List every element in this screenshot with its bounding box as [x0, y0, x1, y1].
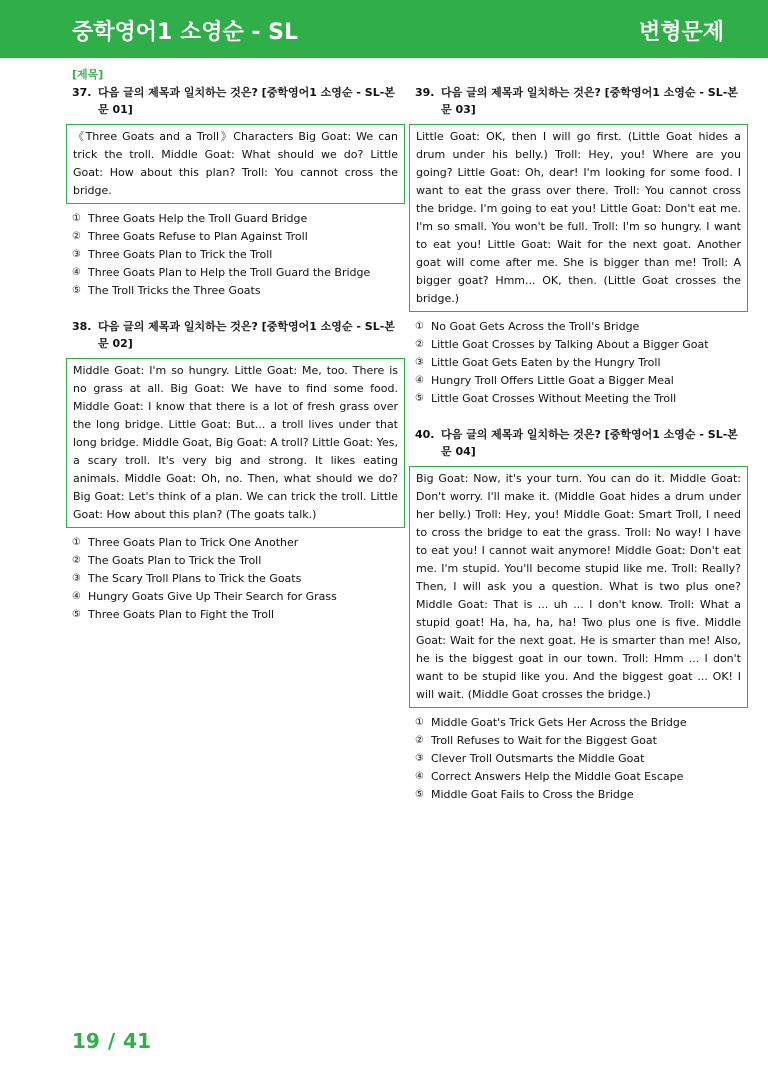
question-40 [415, 426, 748, 804]
header-section-label: 변형문제 [638, 20, 724, 45]
option-text: Little Goat Crosses Without Meeting the Troll [431, 392, 677, 405]
question-number: 37. [72, 86, 92, 99]
option-text: Three Goats Plan to Trick the Troll [88, 248, 273, 261]
option-text: Correct Answers Help the Middle Goat Escape [431, 770, 684, 783]
question-header [415, 84, 748, 118]
answer-option[interactable] [415, 714, 748, 732]
page-number [72, 1029, 151, 1053]
answer-options [415, 318, 748, 408]
option-text: Three Goats Help the Troll Guard Bridge [88, 212, 308, 225]
option-text: Little Goat Gets Eaten by the Hungry Troll [431, 356, 661, 369]
answer-option[interactable] [415, 732, 748, 750]
option-marker: ③ [72, 573, 81, 584]
option-marker: ② [415, 735, 424, 746]
option-marker: ② [415, 339, 424, 350]
option-text: Troll Refuses to Wait for the Biggest Goat [431, 734, 657, 747]
option-text: The Troll Tricks the Three Goats [88, 284, 261, 297]
option-marker: ① [72, 213, 81, 224]
passage-box: Little Goat: OK, then I will go first. (Little Goat hides a drum under his belly.) Troll: Hey, you! Where are you going? Little Goat: Oh, dear! I'm looking for some food. I want to eat the grass over there. Troll: You cannot cross the bridge. I'm going to eat you! Little Goat: Don't eat me. I'm so small. You won't be full. Troll: I'm so hungry. I want to eat you! Little Goat: Wait for the next goat. Another goat will come after me. She is bigger than me! Troll: A bigger goat? Hmm... OK, then. (Little Goat crosses the bridge.) [409, 124, 748, 312]
option-text: Three Goats Plan to Help the Troll Guard the Bridge [88, 266, 371, 279]
question-header [415, 426, 748, 460]
answer-option[interactable] [415, 786, 748, 804]
question-prompt: 다음 글의 제목과 일치하는 것은? [중학영어1 소영순 - SL-본문 04] [441, 428, 738, 458]
answer-option[interactable] [72, 552, 405, 570]
option-text: Three Goats Refuse to Plan Against Troll [88, 230, 308, 243]
option-marker: ④ [72, 591, 81, 602]
answer-option[interactable] [72, 282, 405, 300]
answer-option[interactable] [415, 768, 748, 786]
question-number: 39. [415, 86, 435, 99]
answer-option[interactable] [415, 354, 748, 372]
answer-option[interactable] [72, 588, 405, 606]
answer-option[interactable] [72, 264, 405, 282]
option-text: Little Goat Crosses by Talking About a Bigger Goat [431, 338, 709, 351]
passage-box: Middle Goat: I'm so hungry. Little Goat: Me, too. There is no grass at all. Big Goat: We have to find some food. Middle Goat: I know that there is a lot of fresh grass over the long bridge. Little Goat: But... a troll lives under that long bridge. Middle Goat, Big Goat: A troll? Little Goat: Yes, a scary troll. It's very big and strong. It likes eating animals. Middle Goat: Oh, no. Then, what should we do? Big Goat: Let's think of a plan. We can trick the troll. Little Goat: How about this plan? (The goats talk.) [66, 358, 405, 528]
passage-box: Big Goat: Now, it's your turn. You can do it. Middle Goat: Don't worry. I'll make it. (Middle Goat hides a drum under her belly.) Troll: Hey, you! Middle Goat: Smart Troll, I need to cross the bridge to eat the grass. Troll: No way! I have to eat you! I cannot wait anymore! Middle Goat: Don't eat me. I'm stupid. You'll become stupid like me. Troll: Really? Then, I will ask you a question. What is two plus one? Middle Goat: That is ... uh ... I don't know. Troll: What a stupid goat! Ha, ha, ha, ha! Two plus one is five. Middle Goat: Wait for the next goat. He is smarter than me! Also, he is the biggest goat in our town. Troll: Hmm ... I don't want to be stupid like you. And the biggest goat ... OK! I will wait. (Middle Goat crosses the bridge.) [409, 466, 748, 708]
option-marker: ④ [72, 267, 81, 278]
answer-options [72, 534, 405, 624]
answer-option[interactable] [72, 228, 405, 246]
page-separator: / [107, 1029, 116, 1053]
option-marker: ⑤ [72, 285, 81, 296]
option-text: The Goats Plan to Trick the Troll [88, 554, 262, 567]
option-marker: ⑤ [415, 393, 424, 404]
total-pages: 41 [123, 1029, 151, 1053]
answer-option[interactable] [415, 336, 748, 354]
left-column [72, 66, 405, 642]
section-tag-spacer [415, 66, 748, 80]
option-marker: ④ [415, 375, 424, 386]
option-marker: ⑤ [415, 789, 424, 800]
question-38 [72, 318, 405, 624]
option-marker: ③ [415, 753, 424, 764]
answer-option[interactable] [72, 534, 405, 552]
section-tag: [제목] [72, 68, 104, 81]
option-marker: ② [72, 555, 81, 566]
passage-box: 《Three Goats and a Troll》Characters Big Goat: We can trick the troll. Middle Goat: What should we do? Little Goat: How about this plan? Troll: You cannot cross the bridge. [66, 124, 405, 204]
option-marker: ② [72, 231, 81, 242]
answer-option[interactable] [415, 750, 748, 768]
header-title: 중학영어1 소영순 - SL [72, 20, 299, 45]
question-number: 40. [415, 428, 435, 441]
page-header [0, 0, 768, 58]
question-number: 38. [72, 320, 92, 333]
current-page: 19 [72, 1029, 100, 1053]
option-marker: ④ [415, 771, 424, 782]
answer-options [72, 210, 405, 300]
option-text: The Scary Troll Plans to Trick the Goats [88, 572, 302, 585]
question-39 [415, 84, 748, 408]
option-marker: ① [72, 537, 81, 548]
option-marker: ⑤ [72, 609, 81, 620]
option-text: Middle Goat's Trick Gets Her Across the Bridge [431, 716, 687, 729]
right-column [415, 66, 748, 822]
option-text: Middle Goat Fails to Cross the Bridge [431, 788, 634, 801]
option-marker: ① [415, 321, 424, 332]
question-header [72, 318, 405, 352]
answer-option[interactable] [415, 318, 748, 336]
question-prompt: 다음 글의 제목과 일치하는 것은? [중학영어1 소영순 - SL-본문 02] [98, 320, 395, 350]
answer-option[interactable] [72, 570, 405, 588]
option-text: Three Goats Plan to Trick One Another [88, 536, 299, 549]
answer-options [415, 714, 748, 804]
answer-option[interactable] [415, 372, 748, 390]
option-text: No Goat Gets Across the Troll's Bridge [431, 320, 640, 333]
option-text: Hungry Troll Offers Little Goat a Bigger Meal [431, 374, 674, 387]
answer-option[interactable] [72, 606, 405, 624]
option-text: Hungry Goats Give Up Their Search for Grass [88, 590, 337, 603]
question-prompt: 다음 글의 제목과 일치하는 것은? [중학영어1 소영순 - SL-본문 03] [441, 86, 738, 116]
option-marker: ① [415, 717, 424, 728]
option-text: Three Goats Plan to Fight the Troll [88, 608, 275, 621]
option-marker: ③ [415, 357, 424, 368]
question-header [72, 84, 405, 118]
option-text: Clever Troll Outsmarts the Middle Goat [431, 752, 645, 765]
question-prompt: 다음 글의 제목과 일치하는 것은? [중학영어1 소영순 - SL-본문 01] [98, 86, 395, 116]
answer-option[interactable] [72, 246, 405, 264]
answer-option[interactable] [72, 210, 405, 228]
question-37 [72, 84, 405, 300]
answer-option[interactable] [415, 390, 748, 408]
option-marker: ③ [72, 249, 81, 260]
